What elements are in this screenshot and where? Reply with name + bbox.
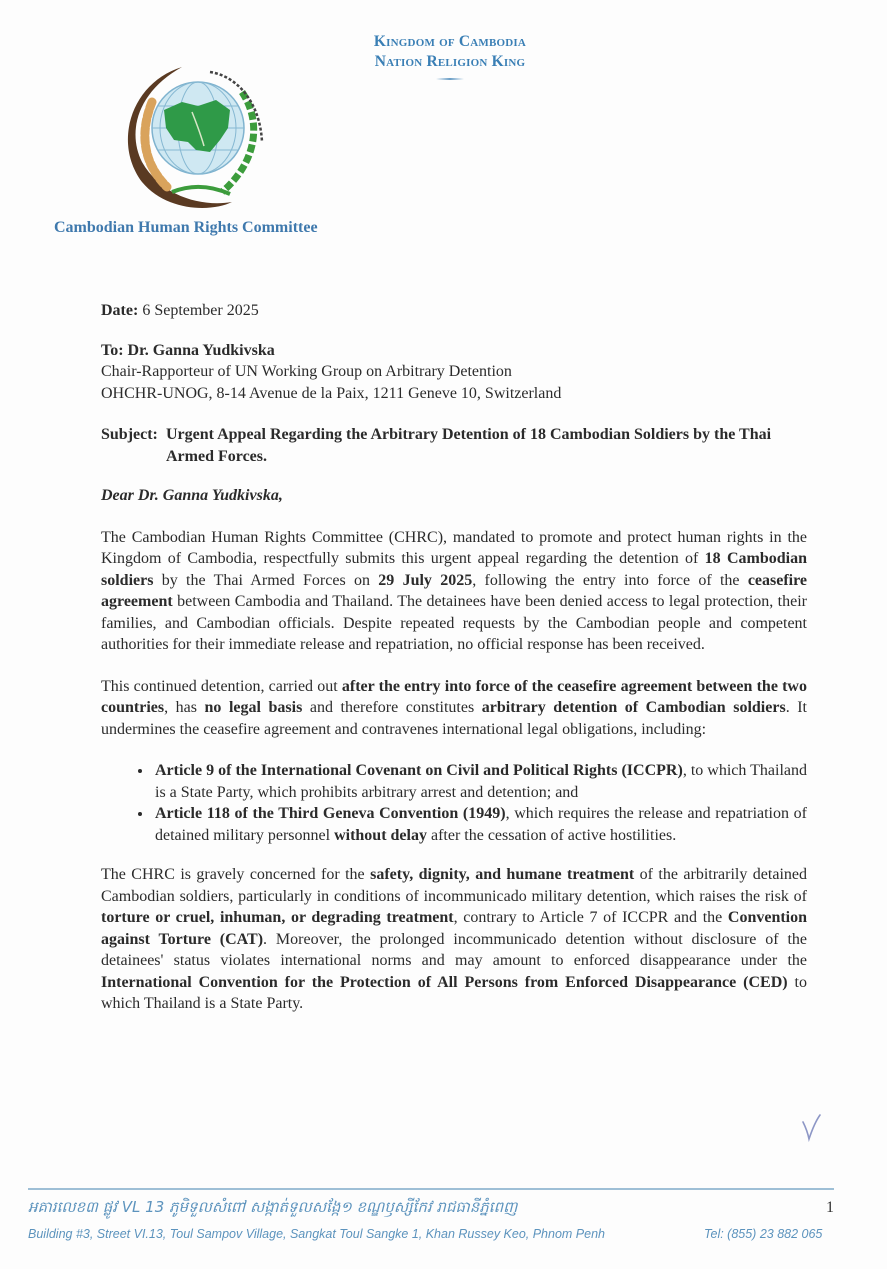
text: , which requires the release and repatriation of detained military personnel [155,805,808,844]
emphasis: no legal basis [204,699,303,716]
text: The CHRC is gravely concerned for the [101,866,371,883]
ornamental-divider [436,78,464,80]
emphasis: safety, dignity, and humane treatment [370,866,635,883]
text: after the cessation of active hostilities. [426,826,677,844]
text: . Moreover, the prolonged incommunicado detention without disclosure of the detainees' status violates international norms and may amount to enforced disappearance under the [101,930,807,969]
organization-name: Cambodian Human Rights Committee [54,219,318,236]
paragraph-1 [101,527,807,656]
text: , has [164,699,205,716]
text: by the Thai Armed Forces on [153,571,379,589]
text: The Cambodian Human Rights Committee (CHRC), mandated to promote and protect human rights in the Kingdom of Cambodia, respectfully submits this urgent appeal regarding the detention of [101,528,807,567]
emphasis: torture or cruel, inhuman, or degrading treatment [101,909,454,926]
paragraph-3 [101,864,807,1015]
subject-label: Subject: [101,426,158,443]
list-item [153,760,807,803]
text: to which Thailand is a State Party. [101,973,807,1012]
initial-checkmark-icon [800,1112,822,1142]
recipient-block [101,340,807,405]
subject-text: Urgent Appeal Regarding the Arbitrary Detention of 18 Cambodian Soldiers by the Thai Armed Forces. [166,426,772,465]
recipient-address: OHCHR-UNOG, 8-14 Avenue de la Paix, 1211 Geneve 10, Switzerland [101,384,562,402]
recipient-name: To: Dr. Ganna Yudkivska [101,341,275,359]
salutation: Dear Dr. Ganna Yudkivska, [101,487,283,504]
emphasis: 18 Cambodian soldiers [101,550,807,589]
emphasis: ceasefire agreement [101,571,808,610]
emphasis: without delay [334,826,427,844]
page-number: 1 [826,1199,834,1216]
date-value: 6 September 2025 [138,302,259,319]
emphasis: 29 July 2025 [378,571,473,589]
subject-line [101,424,807,467]
text: . It undermines the ceasefire agreement and contravenes international legal obligations, including: [101,699,808,738]
text: , to which Thailand is a State Party, which prohibits arbitrary arrest and detention; and [155,762,808,801]
text: between Cambodia and Thailand. The detainees have been denied access to legal protection, their families, and Cambodian officials. Despite repeated requests by the Cambodian people and competent authorities for their immediate release and repatriation, no official response has been received. [101,593,807,653]
footer-telephone: Tel: (855) 23 882 065 [704,1227,823,1241]
date-line [101,300,807,322]
emphasis: after the entry into force of the ceasefire agreement between the two countries [101,677,807,716]
emphasis: International Convention for the Protection of All Persons from Enforced Disappearance (CED) [101,973,788,991]
obligations-list [101,760,807,846]
emphasis: Article 9 of the International Covenant on Civil and Political Rights (ICCPR) [155,762,683,779]
emphasis: arbitrary detention of Cambodian soldiers [481,699,786,716]
recipient-title: Chair-Rapporteur of UN Working Group on Arbitrary Detention [101,363,512,380]
emphasis: Convention against Torture (CAT) [101,909,808,948]
footer-khmer-address: អគារលេខ៣ ផ្លូវ VL 13 ភូមិទួលសំពៅ សង្កាត់ទួលសង្កែ១ ខណ្ឌឫស្សីកែវ រាជធានីភ្នំពេញ [28,1198,518,1216]
text: of the arbitrarily detained Cambodian soldiers, particularly in conditions of incommunicado military detention, which raises the risk of [101,866,807,905]
kingdom-line-2: Nation Religion King [374,53,526,70]
footer-address: Building #3, Street VI.13, Toul Sampov Village, Sangkat Toul Sangke 1, Khan Russey Keo, Phnom Penh [28,1227,605,1241]
date-label: Date: [101,302,139,319]
text: , following the entry into force of the [472,571,748,589]
chrc-emblem-icon [112,62,278,212]
list-item [153,803,807,846]
letter-body [101,300,807,1035]
emphasis: Article 118 of the Third Geneva Convention (1949) [155,805,506,822]
footer-divider [28,1188,834,1190]
text: This continued detention, carried out [101,677,342,695]
kingdom-line-1: Kingdom of Cambodia [373,33,527,50]
text: and therefore constitutes [302,699,482,716]
paragraph-2 [101,676,807,741]
text: , contrary to Article 7 of ICCPR and the [453,909,728,926]
kingdom-motto [330,32,570,80]
